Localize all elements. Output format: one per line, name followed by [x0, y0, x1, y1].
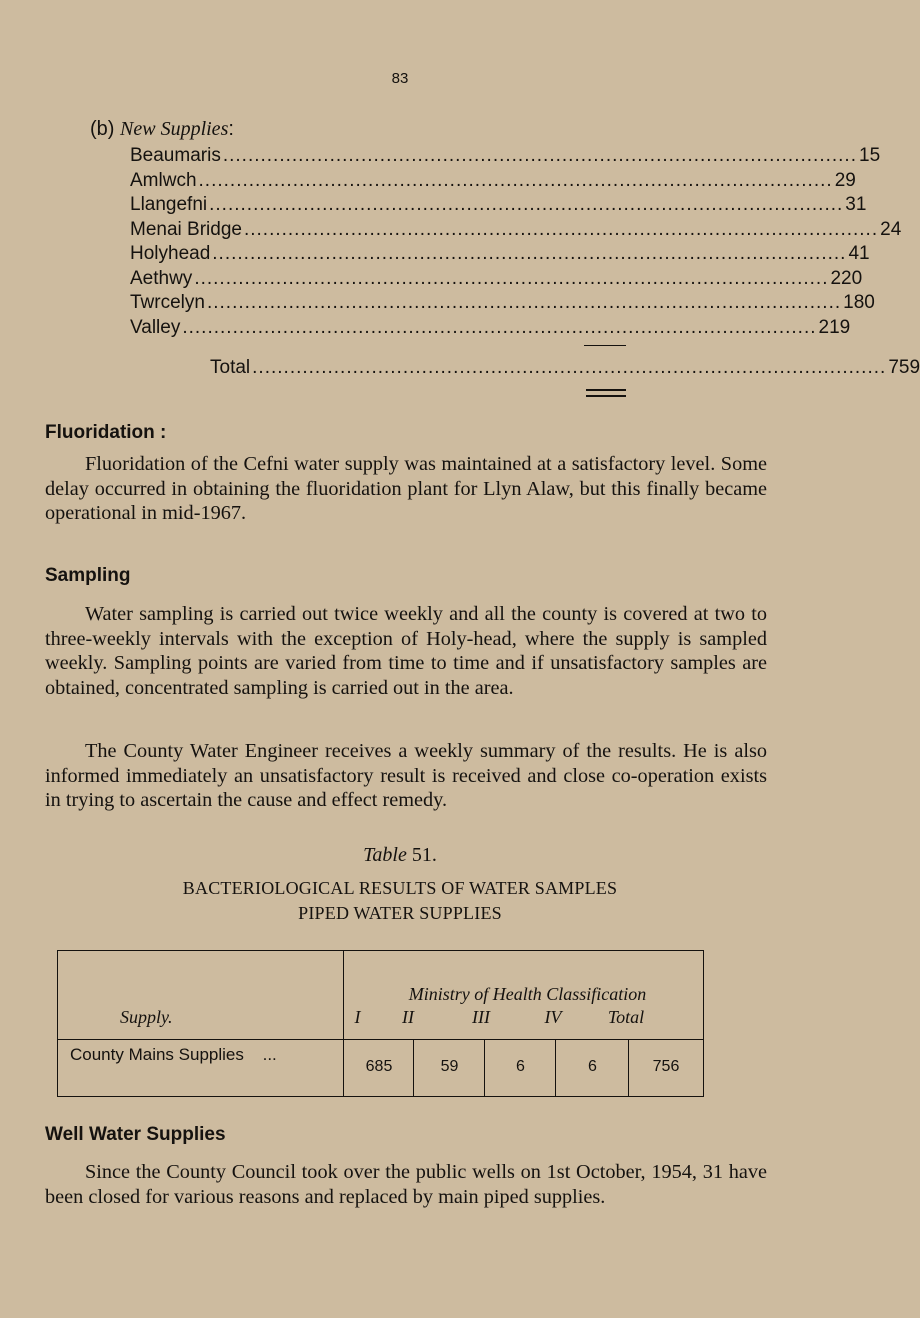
- table-divider: [484, 1039, 485, 1096]
- value-class-ii: 59: [440, 1058, 459, 1075]
- value-class-iv: 6: [588, 1058, 597, 1075]
- leader-dots: .....................................................................................................: [198, 169, 833, 191]
- supply-place: Menai Bridge: [130, 218, 242, 240]
- supply-row: [130, 243, 870, 268]
- supply-row: [130, 267, 863, 293]
- leader-dots: .....................................................................................................: [252, 357, 887, 378]
- value-total: 756: [652, 1058, 680, 1075]
- row-label-dots: ...: [262, 1045, 277, 1064]
- supply-count: 31: [845, 194, 867, 215]
- supply-row: [130, 218, 902, 244]
- total-rule: [584, 345, 626, 346]
- supply-row: [130, 145, 881, 170]
- leader-dots: .....................................................................................................: [209, 194, 844, 215]
- supply-place: Aethwy: [130, 267, 193, 289]
- supply-place: Holyhead: [130, 243, 211, 264]
- table-divider: [343, 951, 344, 1096]
- new-supplies-list: [130, 145, 902, 341]
- column-header-iv: IV: [544, 1007, 562, 1027]
- column-header-ii: II: [402, 1007, 414, 1027]
- total-value: 759: [888, 357, 920, 378]
- supply-row: [130, 292, 875, 317]
- new-supplies-heading: [90, 118, 234, 141]
- supply-row: [130, 169, 856, 195]
- leader-dots: .....................................................................................................: [212, 243, 847, 264]
- supply-column-header: Supply.: [120, 1007, 173, 1027]
- leader-dots: .....................................................................................................: [182, 316, 817, 338]
- sampling-paragraph-1: Water sampling is carried out twice weekly and all the county is covered at two to three-weekly intervals with the exception of Holy-head, where the supply is sampled weekly. Sampling points are varied from time to time and if unsatisfactory samples are obtained, concentrated sampling is carried out in the area.: [45, 603, 767, 699]
- well-water-heading: Well Water Supplies: [45, 1124, 226, 1145]
- row-label: [70, 1045, 277, 1065]
- new-supplies-colon: :: [228, 118, 234, 140]
- supply-row: [130, 194, 867, 219]
- supply-count: 220: [830, 267, 863, 289]
- supply-count: 219: [818, 316, 851, 338]
- supply-place: Llangefni: [130, 194, 208, 215]
- page-number: 83: [391, 70, 409, 87]
- supply-place: Amlwch: [130, 169, 197, 191]
- leader-dots: .....................................................................................................: [222, 145, 857, 166]
- sampling-paragraph-2: The County Water Engineer receives a weekly summary of the results. He is also informed immediately an unsatisfactory result is received and close co-operation exists in trying to ascertain the cause and effect remedy.: [45, 740, 767, 811]
- new-supplies-title: New Supplies: [120, 118, 229, 140]
- supply-place: Beaumaris: [130, 145, 221, 166]
- table-caption-line-2: PIPED WATER SUPPLIES: [298, 903, 502, 923]
- leader-dots: .....................................................................................................: [243, 218, 879, 240]
- supply-count: 15: [859, 145, 881, 166]
- value-class-i: 685: [365, 1058, 393, 1075]
- table-divider: [413, 1039, 414, 1096]
- total-double-rule: [586, 389, 626, 397]
- leader-dots: .....................................................................................................: [194, 267, 829, 289]
- fluoridation-paragraph: Fluoridation of the Cefni water supply was maintained at a satisfactory level. Some delay occurred in obtaining the fluoridation plant for Llyn Alaw, but this finally became operational in mid-1967.: [45, 453, 767, 524]
- supply-count: 24: [880, 218, 902, 240]
- total-row: [210, 357, 920, 382]
- table-divider: [628, 1039, 629, 1096]
- column-header-iii: III: [472, 1007, 490, 1027]
- value-class-iii: 6: [516, 1058, 525, 1075]
- supply-count: 29: [834, 169, 856, 191]
- sampling-heading: Sampling: [45, 565, 131, 586]
- column-header-i: I: [354, 1007, 361, 1027]
- table-label-number: 51.: [411, 844, 437, 866]
- leader-dots: .....................................................................................................: [206, 292, 842, 313]
- supply-place: Twrcelyn: [130, 292, 205, 313]
- well-water-paragraph: Since the County Council took over the public wells on 1st October, 1954, 31 have been closed for various reasons and replaced by main piped supplies.: [45, 1161, 767, 1208]
- results-table: [57, 950, 704, 1097]
- fluoridation-heading: Fluoridation :: [45, 422, 167, 443]
- row-label-text: County Mains Supplies: [70, 1045, 244, 1064]
- table-caption-line-1: BACTERIOLOGICAL RESULTS OF WATER SAMPLES: [182, 878, 618, 898]
- section-marker: (b): [90, 118, 115, 140]
- column-header-total: Total: [607, 1007, 645, 1027]
- table-divider: [555, 1039, 556, 1096]
- classification-group-header: Ministry of Health Classification: [408, 984, 647, 1004]
- supply-count: 41: [848, 243, 870, 264]
- supply-row: [130, 316, 851, 342]
- supply-count: 180: [843, 292, 875, 313]
- supply-place: Valley: [130, 316, 181, 338]
- table-label-word: Table: [363, 844, 407, 866]
- total-label: Total: [210, 357, 251, 378]
- table-title: [0, 844, 800, 867]
